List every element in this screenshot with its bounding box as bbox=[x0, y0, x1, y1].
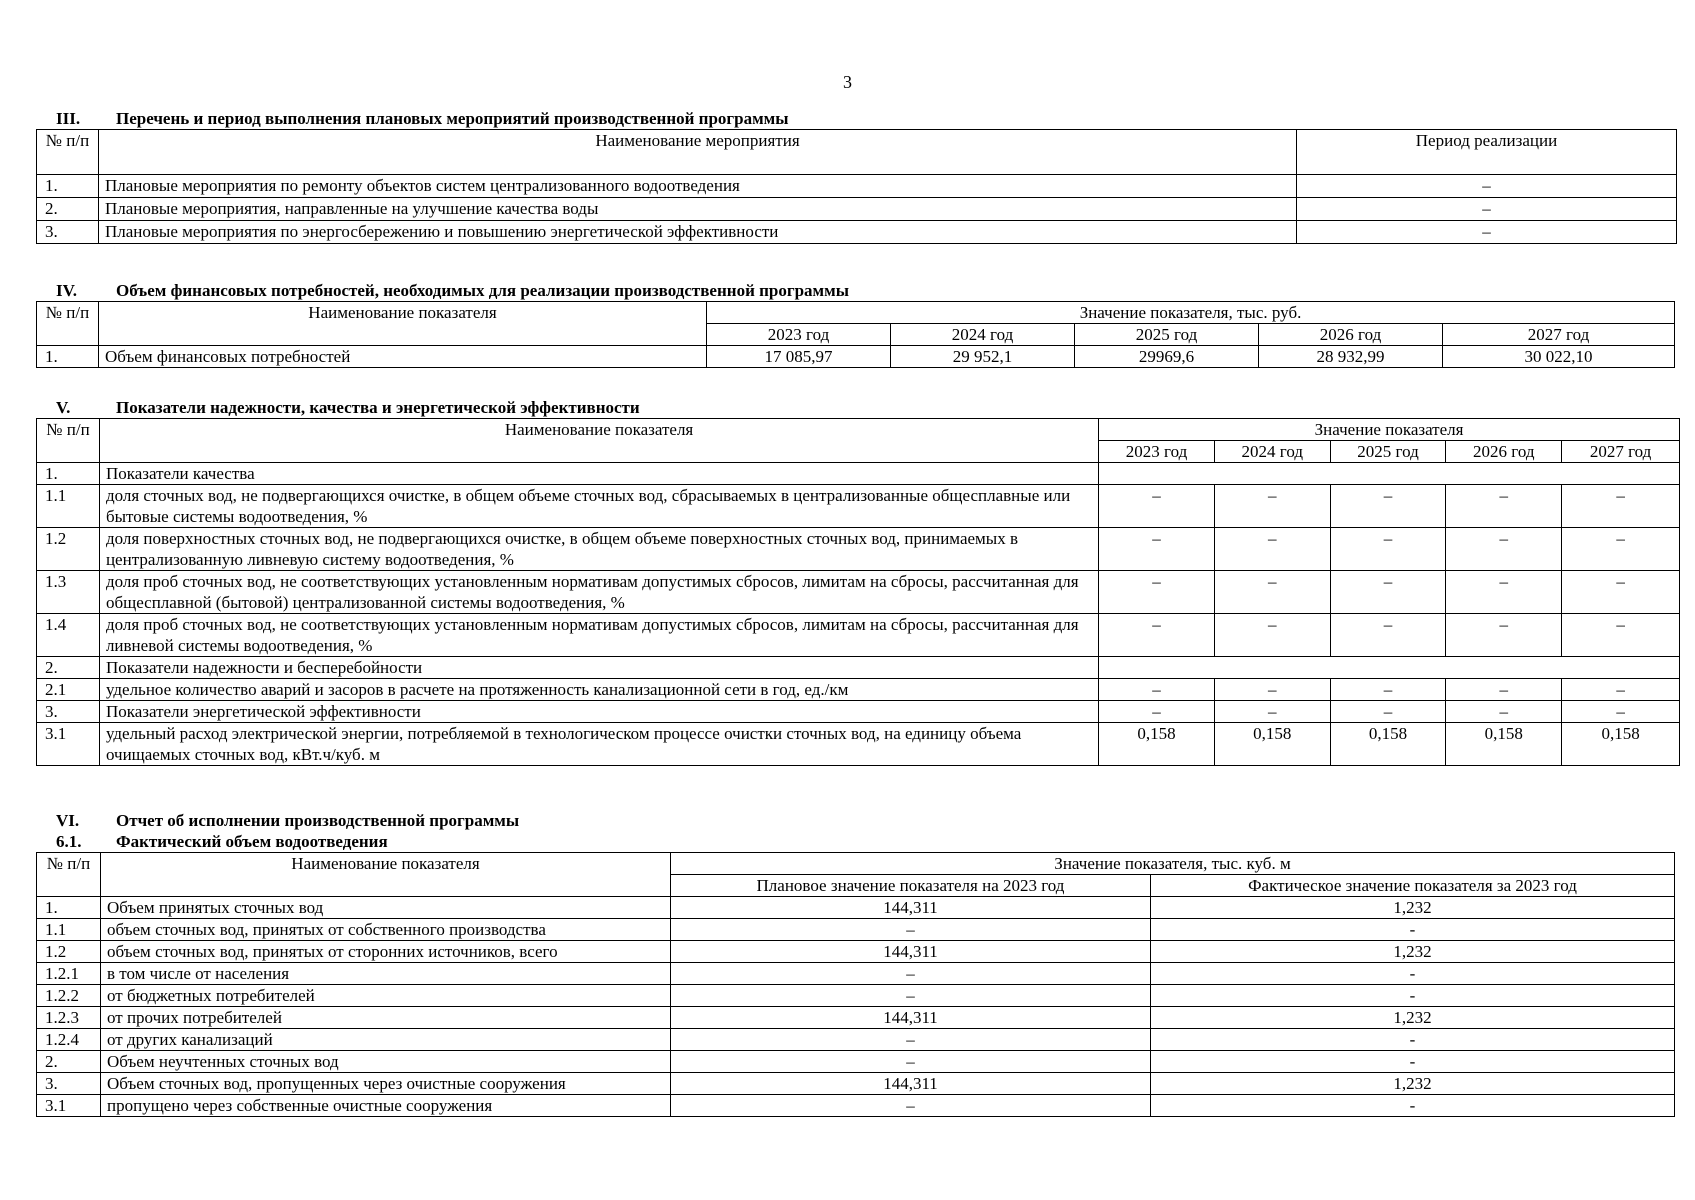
year-header: 2024 год bbox=[1214, 441, 1330, 463]
row-value: – bbox=[1562, 571, 1680, 614]
row-fact: - bbox=[1151, 985, 1675, 1007]
row-value: – bbox=[1214, 614, 1330, 657]
table-row bbox=[37, 1029, 1675, 1051]
row-name: Объем принятых сточных вод bbox=[101, 897, 671, 919]
section-4 bbox=[36, 280, 1675, 368]
table-row bbox=[37, 919, 1675, 941]
header-period: Период реализации bbox=[1297, 130, 1677, 175]
row-value: 30 022,10 bbox=[1443, 346, 1675, 368]
row-num: 2. bbox=[37, 1051, 101, 1073]
section-6-1-title bbox=[36, 831, 1675, 852]
header-indicator-name: Наименование показателя bbox=[99, 419, 1098, 463]
row-plan: 144,311 bbox=[671, 897, 1151, 919]
row-name: Плановые мероприятия по энергосбережению и повышению энергетической эффективности bbox=[99, 221, 1297, 244]
row-num: 1.2.2 bbox=[37, 985, 101, 1007]
row-plan: – bbox=[671, 1051, 1151, 1073]
table-row bbox=[37, 198, 1677, 221]
row-fact: - bbox=[1151, 919, 1675, 941]
header-value: Значение показателя, тыс. руб. bbox=[707, 302, 1675, 324]
row-num: 3. bbox=[37, 1073, 101, 1095]
row-name: удельный расход электрической энергии, потребляемой в технологическом процессе очистки сточных вод, на единицу объема очищаемых сточных вод, кВт.ч/куб. м bbox=[99, 723, 1098, 766]
section-3-title bbox=[36, 108, 1677, 129]
table-row bbox=[37, 1007, 1675, 1029]
row-value: – bbox=[1562, 485, 1680, 528]
row-value: – bbox=[1214, 701, 1330, 723]
row-name: доля проб сточных вод, не соответствующих установленным нормативам допустимых сбросов, лимитам на сбросы, рассчитанная для ливневой системы водоотведения, % bbox=[99, 614, 1098, 657]
section-6-number: VI. bbox=[56, 811, 80, 830]
row-plan: – bbox=[671, 1095, 1151, 1117]
section-5-title-text: Показатели надежности, качества и энергетической эффективности bbox=[116, 398, 640, 417]
year-header: 2023 год bbox=[1099, 441, 1215, 463]
row-name: в том числе от населения bbox=[101, 963, 671, 985]
table-row bbox=[37, 175, 1677, 198]
row-value: – bbox=[1446, 614, 1562, 657]
row-value: – bbox=[1446, 701, 1562, 723]
table-row bbox=[37, 1051, 1675, 1073]
row-name: Объем неучтенных сточных вод bbox=[101, 1051, 671, 1073]
row-fact: 1,232 bbox=[1151, 897, 1675, 919]
row-plan: 144,311 bbox=[671, 1073, 1151, 1095]
row-plan: – bbox=[671, 919, 1151, 941]
row-num: 1.2.4 bbox=[37, 1029, 101, 1051]
year-header: 2025 год bbox=[1330, 441, 1446, 463]
header-value: Значение показателя, тыс. куб. м bbox=[671, 853, 1675, 875]
row-name: удельное количество аварий и засоров в расчете на протяженность канализационной сети в год, ед./км bbox=[99, 679, 1098, 701]
row-num: 1.2 bbox=[37, 528, 100, 571]
row-num: 1.3 bbox=[37, 571, 100, 614]
row-value: – bbox=[1446, 679, 1562, 701]
year-header: 2023 год bbox=[707, 324, 891, 346]
section-4-title-text: Объем финансовых потребностей, необходимых для реализации производственной программы bbox=[116, 281, 849, 300]
row-num: 3.1 bbox=[37, 1095, 101, 1117]
table-row bbox=[37, 657, 1680, 679]
row-value: – bbox=[1099, 571, 1215, 614]
section-6-1-number: 6.1. bbox=[56, 832, 82, 851]
row-value: – bbox=[1214, 485, 1330, 528]
row-num: 1.4 bbox=[37, 614, 100, 657]
row-value: 0,158 bbox=[1562, 723, 1680, 766]
row-name: Объем финансовых потребностей bbox=[99, 346, 707, 368]
section-6 bbox=[36, 810, 1675, 1117]
row-value: 29 952,1 bbox=[891, 346, 1075, 368]
table-header-row bbox=[37, 853, 1675, 875]
row-name: от других канализаций bbox=[101, 1029, 671, 1051]
section-4-number: IV. bbox=[56, 281, 77, 300]
row-num: 1.2 bbox=[37, 941, 101, 963]
row-fact: 1,232 bbox=[1151, 1073, 1675, 1095]
year-header: 2026 год bbox=[1259, 324, 1443, 346]
row-value: 28 932,99 bbox=[1259, 346, 1443, 368]
row-fact: 1,232 bbox=[1151, 941, 1675, 963]
row-num: 1. bbox=[37, 463, 100, 485]
wastewater-volume-table bbox=[36, 852, 1675, 1117]
row-value: 17 085,97 bbox=[707, 346, 891, 368]
row-num: 1. bbox=[37, 897, 101, 919]
row-num: 1. bbox=[37, 175, 99, 198]
row-num: 2.1 bbox=[37, 679, 100, 701]
row-value: – bbox=[1562, 679, 1680, 701]
row-value: – bbox=[1214, 679, 1330, 701]
row-value: – bbox=[1214, 571, 1330, 614]
row-name: доля проб сточных вод, не соответствующих установленным нормативам допустимых сбросов, лимитам на сбросы, рассчитанная для общесплавной (бытовой) централизованной системы водоотведения, % bbox=[99, 571, 1098, 614]
row-fact: - bbox=[1151, 1051, 1675, 1073]
row-num: 2. bbox=[37, 198, 99, 221]
row-name: Показатели надежности и бесперебойности bbox=[99, 657, 1098, 679]
row-num: 1.1 bbox=[37, 919, 101, 941]
row-value: – bbox=[1214, 528, 1330, 571]
row-name: Объем сточных вод, пропущенных через очистные сооружения bbox=[101, 1073, 671, 1095]
header-num: № п/п bbox=[37, 853, 101, 897]
row-name: Показатели качества bbox=[99, 463, 1098, 485]
row-value: 0,158 bbox=[1099, 723, 1215, 766]
section-5-number: V. bbox=[56, 398, 71, 417]
table-header-row bbox=[37, 302, 1675, 324]
table-row bbox=[37, 963, 1675, 985]
row-value: – bbox=[1330, 571, 1446, 614]
row-value: – bbox=[1330, 701, 1446, 723]
row-value: – bbox=[1562, 528, 1680, 571]
row-value: – bbox=[1330, 679, 1446, 701]
row-period: – bbox=[1297, 198, 1677, 221]
financial-needs-table bbox=[36, 301, 1675, 368]
table-header-row bbox=[37, 419, 1680, 441]
row-num: 1.2.1 bbox=[37, 963, 101, 985]
row-value: 0,158 bbox=[1446, 723, 1562, 766]
section-3-title-text: Перечень и период выполнения плановых мероприятий производственной программы bbox=[116, 109, 789, 128]
table-row bbox=[37, 897, 1675, 919]
section-5-title bbox=[36, 397, 1680, 418]
row-plan: – bbox=[671, 1029, 1151, 1051]
page-number: 3 bbox=[843, 72, 852, 92]
year-header: 2027 год bbox=[1562, 441, 1680, 463]
header-num: № п/п bbox=[37, 302, 99, 346]
section-5 bbox=[36, 397, 1680, 766]
table-row bbox=[37, 485, 1680, 528]
section-6-1-title-text: Фактический объем водоотведения bbox=[116, 832, 388, 851]
header-measure-name: Наименование мероприятия bbox=[99, 130, 1297, 175]
table-row bbox=[37, 221, 1677, 244]
row-num: 1. bbox=[37, 346, 99, 368]
table-row bbox=[37, 1095, 1675, 1117]
row-name: Плановые мероприятия, направленные на улучшение качества воды bbox=[99, 198, 1297, 221]
section-6-title bbox=[36, 810, 1675, 831]
section-4-title bbox=[36, 280, 1675, 301]
row-fact: 1,232 bbox=[1151, 1007, 1675, 1029]
year-header: 2027 год bbox=[1443, 324, 1675, 346]
table-header-row bbox=[37, 130, 1677, 175]
table-row bbox=[37, 528, 1680, 571]
reliability-quality-table bbox=[36, 418, 1680, 766]
row-value: – bbox=[1099, 679, 1215, 701]
row-name: объем сточных вод, принятых от собственного производства bbox=[101, 919, 671, 941]
row-fact: - bbox=[1151, 1095, 1675, 1117]
row-name: Плановые мероприятия по ремонту объектов систем централизованного водоотведения bbox=[99, 175, 1297, 198]
row-value: – bbox=[1330, 614, 1446, 657]
row-value: – bbox=[1562, 614, 1680, 657]
table-row bbox=[37, 723, 1680, 766]
year-header: 2025 год bbox=[1075, 324, 1259, 346]
header-indicator-name: Наименование показателя bbox=[99, 302, 707, 346]
section-3 bbox=[36, 108, 1677, 244]
row-value: – bbox=[1446, 571, 1562, 614]
table-row bbox=[37, 1073, 1675, 1095]
row-value: – bbox=[1099, 701, 1215, 723]
row-num: 1.1 bbox=[37, 485, 100, 528]
table-row bbox=[37, 614, 1680, 657]
row-plan: – bbox=[671, 963, 1151, 985]
row-value: – bbox=[1330, 485, 1446, 528]
row-plan: 144,311 bbox=[671, 1007, 1151, 1029]
row-name: доля поверхностных сточных вод, не подвергающихся очистке, в общем объеме поверхностных сточных вод, принимаемых в централизованную ливневую систему водоотведения, % bbox=[99, 528, 1098, 571]
row-value: – bbox=[1562, 701, 1680, 723]
row-name: пропущено через собственные очистные сооружения bbox=[101, 1095, 671, 1117]
row-name: от бюджетных потребителей bbox=[101, 985, 671, 1007]
row-value: – bbox=[1446, 528, 1562, 571]
row-empty-values bbox=[1099, 657, 1680, 679]
row-value: – bbox=[1330, 528, 1446, 571]
row-num: 3.1 bbox=[37, 723, 100, 766]
header-indicator-name: Наименование показателя bbox=[101, 853, 671, 897]
row-period: – bbox=[1297, 221, 1677, 244]
row-value: – bbox=[1099, 485, 1215, 528]
year-header: 2026 год bbox=[1446, 441, 1562, 463]
table-row bbox=[37, 463, 1680, 485]
row-name: Показатели энергетической эффективности bbox=[99, 701, 1098, 723]
row-value: – bbox=[1099, 528, 1215, 571]
row-period: – bbox=[1297, 175, 1677, 198]
row-plan: – bbox=[671, 985, 1151, 1007]
header-value: Значение показателя bbox=[1099, 419, 1680, 441]
plan-measures-table bbox=[36, 129, 1677, 244]
header-fact: Фактическое значение показателя за 2023 год bbox=[1151, 875, 1675, 897]
row-fact: - bbox=[1151, 963, 1675, 985]
header-plan: Плановое значение показателя на 2023 год bbox=[671, 875, 1151, 897]
header-num: № п/п bbox=[37, 419, 100, 463]
row-num: 3. bbox=[37, 701, 100, 723]
section-3-number: III. bbox=[56, 109, 81, 128]
year-header: 2024 год bbox=[891, 324, 1075, 346]
row-num: 2. bbox=[37, 657, 100, 679]
row-plan: 144,311 bbox=[671, 941, 1151, 963]
header-num: № п/п bbox=[37, 130, 99, 175]
row-value: – bbox=[1446, 485, 1562, 528]
row-name: от прочих потребителей bbox=[101, 1007, 671, 1029]
table-row bbox=[37, 571, 1680, 614]
table-row bbox=[37, 679, 1680, 701]
row-value: 0,158 bbox=[1330, 723, 1446, 766]
table-row bbox=[37, 346, 1675, 368]
row-fact: - bbox=[1151, 1029, 1675, 1051]
row-num: 3. bbox=[37, 221, 99, 244]
row-name: объем сточных вод, принятых от сторонних источников, всего bbox=[101, 941, 671, 963]
table-row bbox=[37, 985, 1675, 1007]
row-empty-values bbox=[1099, 463, 1680, 485]
table-row bbox=[37, 701, 1680, 723]
table-row bbox=[37, 941, 1675, 963]
row-value: 0,158 bbox=[1214, 723, 1330, 766]
row-num: 1.2.3 bbox=[37, 1007, 101, 1029]
section-6-title-text: Отчет об исполнении производственной программы bbox=[116, 811, 520, 830]
row-value: – bbox=[1099, 614, 1215, 657]
row-value: 29969,6 bbox=[1075, 346, 1259, 368]
row-name: доля сточных вод, не подвергающихся очистке, в общем объеме сточных вод, сбрасываемых в централизованные общесплавные или бытовые системы водоотведения, % bbox=[99, 485, 1098, 528]
